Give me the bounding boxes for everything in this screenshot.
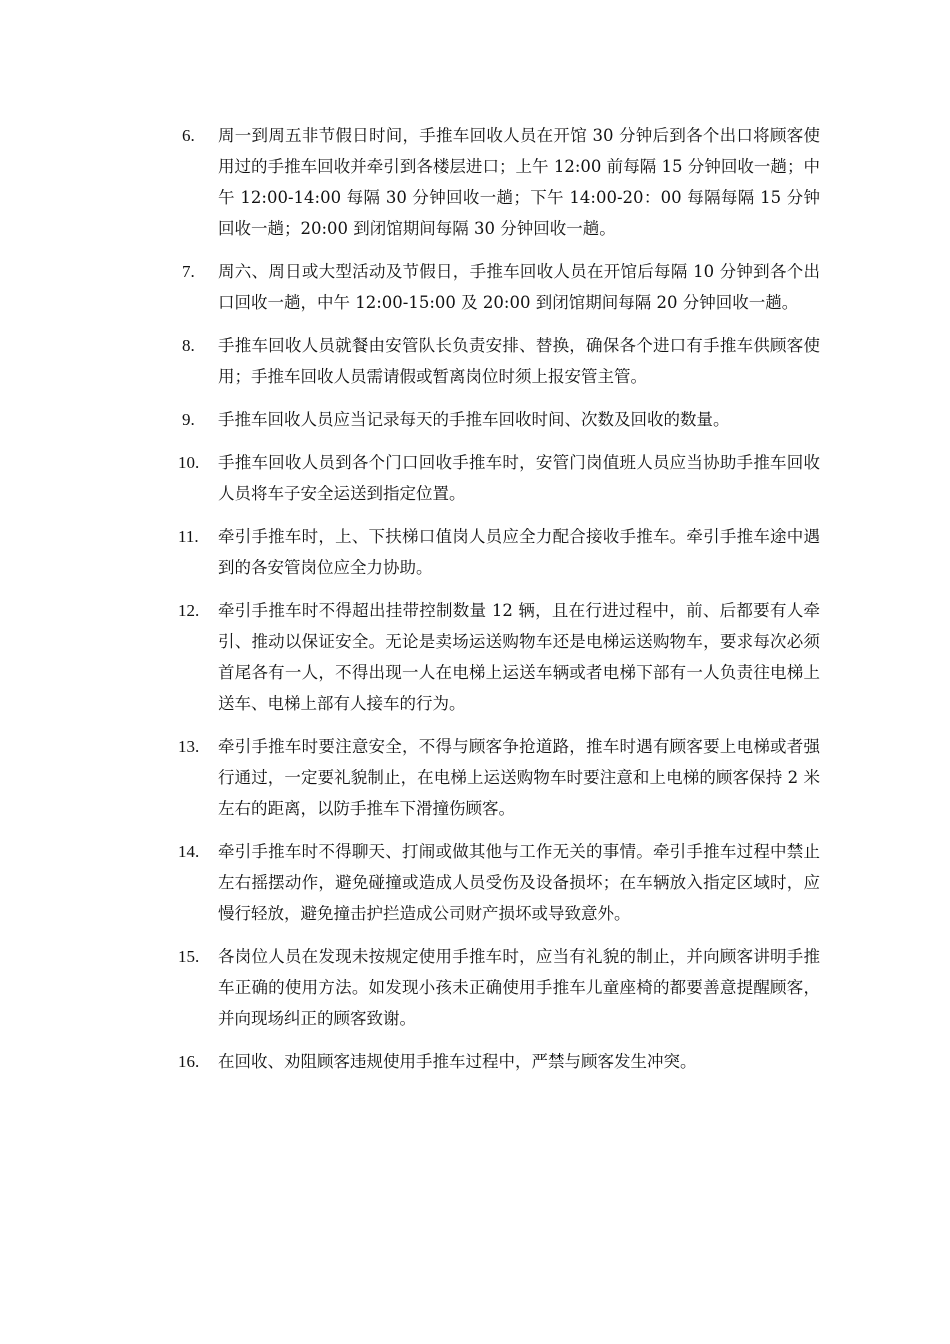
item-text: 手推车回收人员到各个门口回收手推车时，安管门岗值班人员应当协助手推车回收人员将车子安全运送到指定位置。 (218, 453, 820, 503)
list-item (160, 256, 820, 318)
rules-list (160, 120, 820, 1089)
list-item (160, 941, 820, 1034)
list-item (160, 595, 820, 719)
item-number: 12. (178, 601, 200, 620)
item-text: 周六、周日或大型活动及节假日，手推车回收人员在开馆后每隔 10 分钟到各个出口回收一趟，中午 12:00-15:00 及 20:00 到闭馆期间每隔 20 分钟回收一趟。 (218, 262, 820, 312)
list-item (160, 1046, 820, 1077)
item-number: 8. (182, 336, 195, 355)
list-item (160, 836, 820, 929)
item-number: 7. (182, 262, 195, 281)
item-number: 10. (178, 453, 200, 472)
list-item (160, 404, 820, 435)
list-item (160, 731, 820, 824)
list-item (160, 120, 820, 244)
list-item (160, 521, 820, 583)
item-text: 牵引手推车时不得聊天、打闹或做其他与工作无关的事情。牵引手推车过程中禁止左右摇摆动作，避免碰撞或造成人员受伤及设备损坏；在车辆放入指定区域时，应慢行轻放，避免撞击护拦造成公司财产损坏或导致意外。 (218, 842, 820, 923)
item-text: 手推车回收人员就餐由安管队长负责安排、替换，确保各个进口有手推车供顾客使用；手推车回收人员需请假或暂离岗位时须上报安管主管。 (218, 336, 820, 386)
item-number: 11. (178, 527, 199, 546)
item-text: 各岗位人员在发现未按规定使用手推车时，应当有礼貌的制止，并向顾客讲明手推车正确的使用方法。如发现小孩未正确使用手推车儿童座椅的都要善意提醒顾客，并向现场纠正的顾客致谢。 (218, 947, 820, 1028)
item-text: 在回收、劝阻顾客违规使用手推车过程中，严禁与顾客发生冲突。 (218, 1052, 697, 1071)
item-number: 9. (182, 410, 195, 429)
item-text: 牵引手推车时不得超出挂带控制数量 12 辆，且在行进过程中，前、后都要有人牵引、推动以保证安全。无论是卖场运送购物车还是电梯运送购物车，要求每次必须首尾各有一人，不得出现一人在电梯上运送车辆或者电梯下部有一人负责往电梯上送车、电梯上部有人接车的行为。 (218, 601, 820, 713)
item-text: 牵引手推车时要注意安全，不得与顾客争抢道路，推车时遇有顾客要上电梯或者强行通过，一定要礼貌制止，在电梯上运送购物车时要注意和上电梯的顾客保持 2 米左右的距离，以防手推车下滑撞伤顾客。 (218, 737, 820, 818)
item-number: 14. (178, 842, 200, 861)
item-number: 16. (178, 1052, 200, 1071)
item-text: 牵引手推车时，上、下扶梯口值岗人员应全力配合接收手推车。牵引手推车途中遇到的各安管岗位应全力协助。 (218, 527, 820, 577)
list-item (160, 330, 820, 392)
list-item (160, 447, 820, 509)
item-number: 13. (178, 737, 200, 756)
item-text: 手推车回收人员应当记录每天的手推车回收时间、次数及回收的数量。 (218, 410, 730, 429)
item-number: 15. (178, 947, 200, 966)
item-text: 周一到周五非节假日时间，手推车回收人员在开馆 30 分钟后到各个出口将顾客使用过的手推车回收并牵引到各楼层进口；上午 12:00 前每隔 15 分钟回收一趟；中午 12:00-14:00 每隔 30 分钟回收一趟；下午 14:00-20：00 每隔每隔 15 分钟回收一趟；20:00 到闭馆期间每隔 30 分钟回收一趟。 (218, 126, 820, 238)
item-number: 6. (182, 126, 195, 145)
